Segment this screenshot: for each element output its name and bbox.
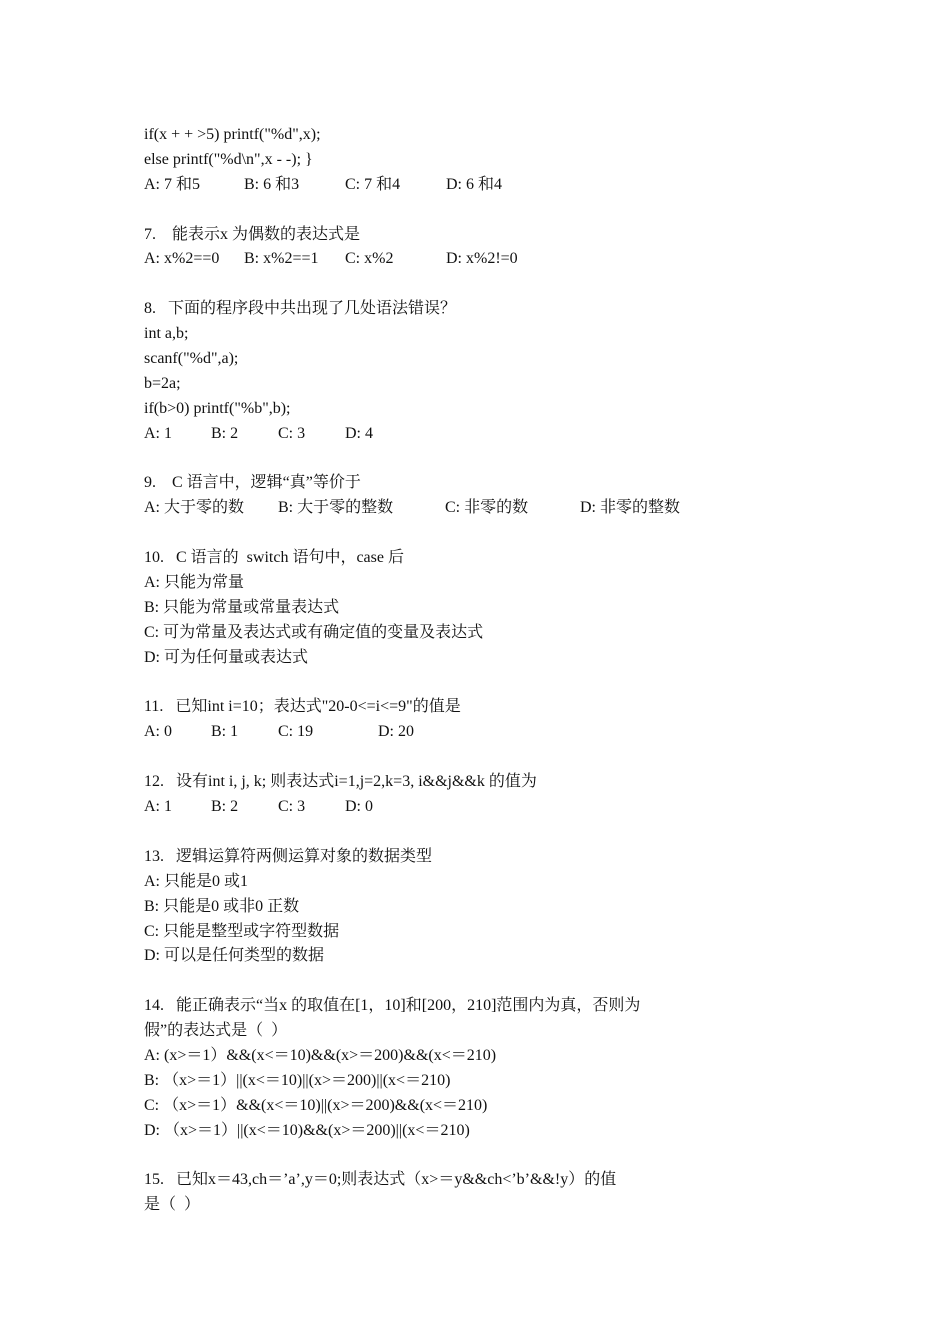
choice-b: B: 只能是0 或非0 正数 — [144, 897, 300, 915]
option-c: C: x%2 — [345, 250, 394, 268]
option-a: A: 大于零的数 — [144, 499, 245, 517]
option-c: C: 19 — [278, 723, 314, 741]
option-a: A: 1 — [144, 798, 172, 816]
option-b: B: 6 和3 — [244, 175, 300, 193]
question-stem: 15. 已知x＝43,ch＝’a’,y＝0;则表达式（x>＝y&&ch<’b’&&!y）的值 — [144, 1171, 617, 1189]
options-row — [144, 496, 704, 521]
option-d: D: 20 — [378, 723, 414, 741]
option-c: C: 7 和4 — [345, 175, 401, 193]
code-line: scanf("%d",a); — [144, 350, 239, 368]
option-d: D: 0 — [345, 798, 373, 816]
option-c: C: 3 — [278, 798, 306, 816]
options-row — [144, 247, 704, 272]
document-page — [144, 123, 704, 1218]
choice-a: A: 只能是0 或1 — [144, 872, 249, 890]
code-line: if(x + + >5) printf("%d",x); — [144, 126, 321, 143]
option-d: D: x%2!=0 — [446, 250, 518, 268]
question-stem-continued: 是（ ） — [144, 1196, 201, 1214]
option-a: A: x%2==0 — [144, 250, 220, 268]
option-a: A: 7 和5 — [144, 175, 201, 193]
question-stem: 8. 下面的程序段中共出现了几处语法错误？ — [144, 300, 457, 318]
question-stem: 7. 能表示x 为偶数的表达式是 — [144, 225, 361, 243]
code-line: b=2a; — [144, 374, 181, 392]
option-a: A: 0 — [144, 723, 172, 741]
choice-d: D: 可为任何量或表达式 — [144, 648, 309, 666]
options-row — [144, 795, 704, 820]
question-stem: 14. 能正确表示“当x 的取值在[1，10]和[200，210]范围内为真，否则为 — [144, 997, 641, 1015]
code-line: else printf("%d\n",x - -); } — [144, 150, 313, 168]
choice-b: B: 只能为常量或常量表达式 — [144, 598, 340, 616]
option-b: B: x%2==1 — [244, 250, 319, 268]
code-line: int a,b; — [144, 325, 189, 343]
code-line: if(b>0) printf("%b",b); — [144, 399, 291, 417]
option-b: B: 1 — [211, 723, 239, 741]
option-b: B: 大于零的整数 — [278, 499, 394, 517]
option-b: B: 2 — [211, 798, 239, 816]
choice-b: B: （x>＝1）||(x<＝10)||(x>＝200)||(x<＝210) — [144, 1071, 451, 1089]
option-d: D: 4 — [345, 424, 373, 442]
option-b: B: 2 — [211, 424, 239, 442]
question-stem: 12. 设有int i, j, k; 则表达式i=1,j=2,k=3, i&&j&&k 的值为 — [144, 773, 537, 791]
option-d: D: 6 和4 — [446, 175, 503, 193]
choice-a: A: (x>＝1）&&(x<＝10)&&(x>＝200)&&(x<＝210) — [144, 1046, 497, 1064]
options-row — [144, 173, 704, 198]
choice-c: C: 只能是整型或字符型数据 — [144, 922, 340, 940]
choice-c: C: 可为常量及表达式或有确定值的变量及表达式 — [144, 623, 484, 641]
option-c: C: 3 — [278, 424, 306, 442]
options-row — [144, 720, 704, 745]
choice-c: C: （x>＝1）&&(x<＝10)||(x>＝200)&&(x<＝210) — [144, 1096, 488, 1114]
choice-a: A: 只能为常量 — [144, 574, 245, 592]
choice-d: D: （x>＝1）||(x<＝10)&&(x>＝200)||(x<＝210) — [144, 1121, 470, 1139]
question-stem-continued: 假”的表达式是（ ） — [144, 1022, 288, 1040]
question-stem: 9. C 语言中，逻辑“真”等价于 — [144, 474, 361, 492]
question-stem: 10. C 语言的 switch 语句中，case 后 — [144, 549, 404, 567]
option-d: D: 非零的整数 — [580, 499, 681, 517]
question-stem: 11. 已知int i=10；表达式"20-0<=i<=9"的值是 — [144, 698, 461, 716]
options-row — [144, 422, 704, 447]
option-a: A: 1 — [144, 424, 172, 442]
option-c: C: 非零的数 — [445, 499, 529, 517]
question-stem: 13. 逻辑运算符两侧运算对象的数据类型 — [144, 847, 433, 865]
choice-d: D: 可以是任何类型的数据 — [144, 947, 325, 965]
